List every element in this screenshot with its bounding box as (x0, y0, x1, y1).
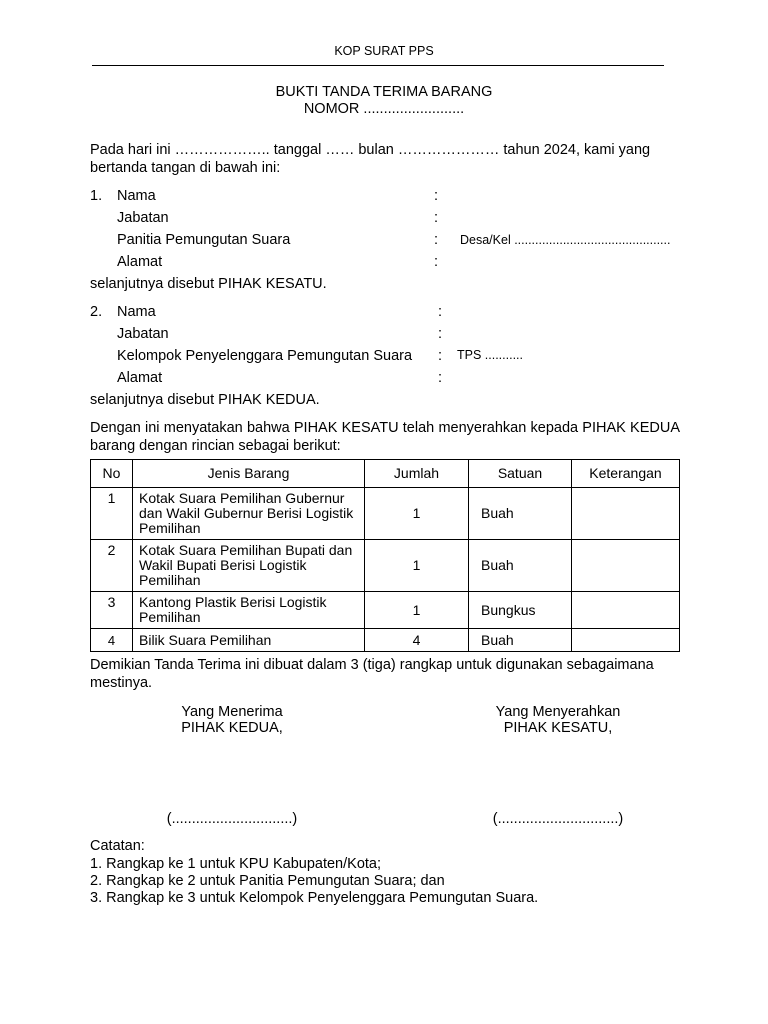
row-number: 1 (91, 488, 133, 540)
item-unit: Buah (469, 629, 572, 652)
document-title: BUKTI TANDA TERIMA BARANG (275, 84, 493, 100)
party2-name-colon: : (438, 304, 443, 320)
party2-kpps-colon: : (438, 348, 443, 364)
party1-number: 1. (90, 188, 103, 204)
item-quantity: 1 (365, 540, 469, 592)
party1-name-colon: : (434, 188, 439, 204)
item-notes (572, 488, 680, 540)
row-number: 2 (91, 540, 133, 592)
party2-jabatan-label: Jabatan (117, 326, 169, 342)
giver-party: PIHAK KESATU, (503, 720, 613, 736)
notes-heading: Catatan: (90, 838, 145, 854)
handover-statement: Dengan ini menyatakan bahwa PIHAK KESATU telah menyerahkan kepada PIHAK KEDUA barang dengan rincian sebagai berikut: (90, 420, 680, 454)
closing-statement: Demikian Tanda Terima ini dibuat dalam 3 (tiga) rangkap untuk digunakan sebagaimana mestinya. (90, 657, 654, 691)
giver-signature-blank: (..............................) (492, 811, 624, 827)
item-name: Kotak Suara Pemilihan Gubernur dan Wakil Gubernur Berisi Logistik Pemilihan (133, 488, 365, 540)
document-number: NOMOR ......................... (303, 101, 465, 117)
intro-paragraph: Pada hari ini ……………….. tanggal …… bulan ………………… tahun 2024, kami yang bertanda tangan di bawah ini: (90, 142, 651, 176)
goods-table (90, 459, 680, 652)
party1-closing: selanjutnya disebut PIHAK KESATU. (90, 276, 327, 292)
item-name: Kotak Suara Pemilihan Bupati dan Wakil Bupati Berisi Logistik Pemilihan (133, 540, 365, 592)
table-header-row (91, 460, 680, 488)
item-notes (572, 592, 680, 629)
item-unit: Bungkus (469, 592, 572, 629)
column-header: No (91, 460, 133, 488)
party2-jabatan-colon: : (438, 326, 443, 342)
note-item: 2. Rangkap ke 2 untuk Panitia Pemungutan Suara; dan (90, 873, 445, 889)
party2-name-label: Nama (117, 304, 156, 320)
letterhead-divider (92, 65, 664, 66)
column-header: Jenis Barang (133, 460, 365, 488)
table-row (91, 592, 680, 629)
item-name: Kantong Plastik Berisi Logistik Pemilihan (133, 592, 365, 629)
party1-jabatan-label: Jabatan (117, 210, 169, 226)
party1-pps-colon: : (434, 232, 439, 248)
party1-pps-value: Desa/Kel ............................................. (460, 233, 671, 247)
table-row (91, 540, 680, 592)
item-unit: Buah (469, 488, 572, 540)
party2-kpps-label: Kelompok Penyelenggara Pemungutan Suara (117, 348, 413, 364)
table-row (91, 488, 680, 540)
receiver-title: Yang Menerima (181, 704, 283, 720)
party1-jabatan-colon: : (434, 210, 439, 226)
party1-alamat-label: Alamat (117, 254, 163, 270)
table-row (91, 629, 680, 652)
item-quantity: 4 (365, 629, 469, 652)
item-notes (572, 629, 680, 652)
party2-kpps-value: TPS ........... (457, 348, 523, 362)
party2-alamat-colon: : (438, 370, 443, 386)
column-header: Satuan (469, 460, 572, 488)
item-unit: Buah (469, 540, 572, 592)
receiver-signature-blank: (..............................) (166, 811, 298, 827)
party1-alamat-colon: : (434, 254, 439, 270)
party2-number: 2. (90, 304, 103, 320)
note-item: 1. Rangkap ke 1 untuk KPU Kabupaten/Kota; (90, 856, 382, 872)
column-header: Jumlah (365, 460, 469, 488)
giver-title: Yang Menyerahkan (495, 704, 621, 720)
party1-pps-label: Panitia Pemungutan Suara (117, 232, 291, 248)
item-quantity: 1 (365, 592, 469, 629)
party1-name-label: Nama (117, 188, 156, 204)
note-item: 3. Rangkap ke 3 untuk Kelompok Penyelenggara Pemungutan Suara. (90, 890, 539, 906)
receiver-party: PIHAK KEDUA, (181, 720, 283, 736)
item-notes (572, 540, 680, 592)
item-quantity: 1 (365, 488, 469, 540)
party2-closing: selanjutnya disebut PIHAK KEDUA. (90, 392, 320, 408)
row-number: 3 (91, 592, 133, 629)
party2-alamat-label: Alamat (117, 370, 163, 386)
item-name: Bilik Suara Pemilihan (133, 629, 365, 652)
letterhead: KOP SURAT PPS (334, 44, 434, 58)
column-header: Keterangan (572, 460, 680, 488)
row-number: 4 (91, 629, 133, 652)
